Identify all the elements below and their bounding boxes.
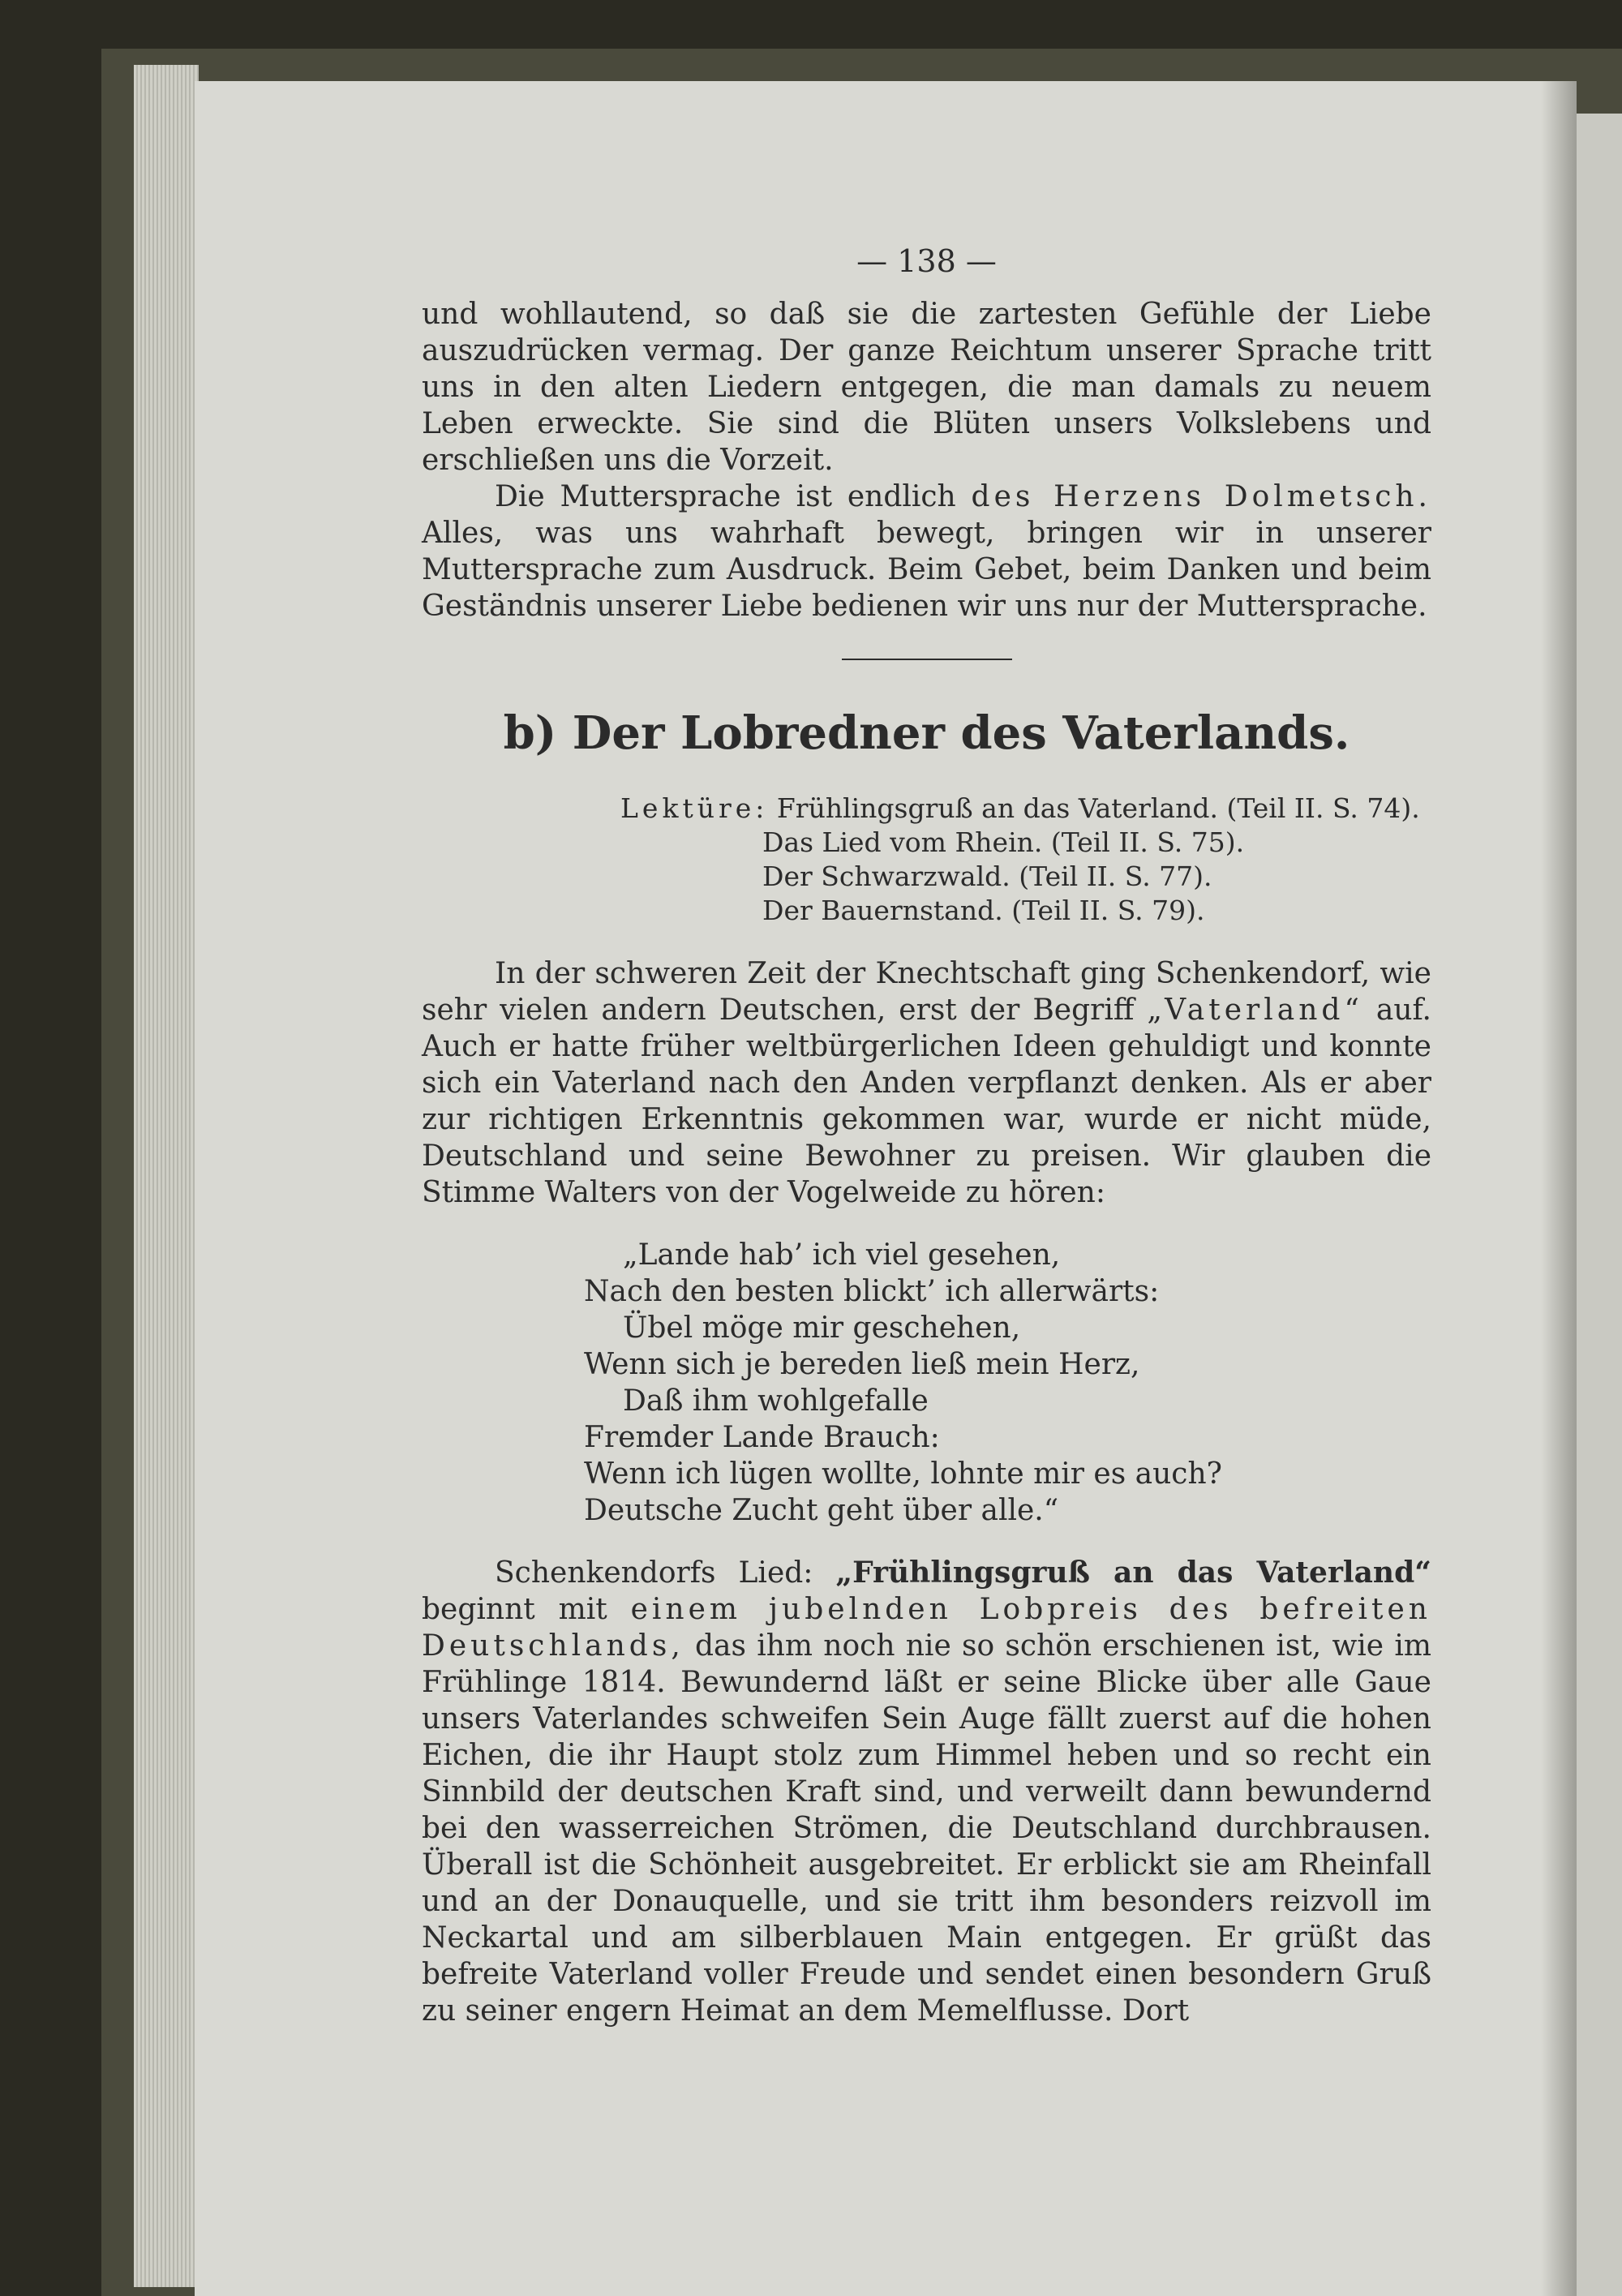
spaced-emphasis: des Herzens Dolmetsch. [971, 480, 1431, 513]
poem-line: Daß ihm wohlgefalle [623, 1384, 929, 1418]
poem-quote [584, 1237, 1431, 1529]
poem-line: Wenn sich je bereden ließ mein Herz, [584, 1348, 1140, 1381]
page-content [422, 243, 1431, 2029]
body-paragraph-1 [422, 955, 1431, 1211]
text-run: Schenkendorfs Lied: [495, 1556, 836, 1590]
text-run: Die Muttersprache ist endlich [495, 480, 972, 513]
poem-line: Wenn ich lügen wollte, lohnte mir es auch? [584, 1457, 1222, 1491]
section-heading: b) Der Lobredner des Vaterlands. [503, 706, 1350, 760]
page-gutter-shadow [1541, 81, 1577, 2296]
intro-paragraph-1: und wohllautend, so daß sie die zartesten Gefühle der Liebe auszudrücken vermag. Der ganze Reichtum unserer Sprache tritt uns in den alten Liedern entgegen, die man damals zu neuem Leben erweckte. Sie sind die Blüten unsers Volkslebens und erschließen uns die Vorzeit. [422, 298, 1431, 477]
text-run: beginnt mit [422, 1593, 631, 1626]
poem-line: Nach den besten blickt’ ich allerwärts: [584, 1275, 1160, 1308]
section-divider [842, 659, 1012, 660]
spaced-emphasis: einem jubelnden Lobpreis des befreiten Deutschlands, [422, 1593, 1431, 1663]
text-run: das ihm noch nie so schön erschienen ist, wie im Frühlinge 1814. Bewundernd läßt er seine Blicke über alle Gaue unsers Vaterlandes schweifen Sein Auge fällt zuerst auf die hohen Eichen, die ihr Haupt stolz zum Himmel heben und so recht ein Sinnbild der deutschen Kraft sind, und verweilt dann bewundernd bei den wasserreichen Strömen, die Deutschland durchbrausen. Überall ist die Schönheit ausgebreitet. Er erblickt sie am Rheinfall und an der Donauquelle, und sie tritt ihm besonders reizvoll im Neckartal und am silberblauen Main entgegen. Er grüßt das befreite Vaterland voller Freude und sendet einen besondern Gruß zu seiner engern Heimat an dem Memelflusse. Dort [422, 1629, 1431, 2028]
poem-line: Übel möge mir geschehen, [623, 1311, 1021, 1345]
facing-page-edge [1573, 114, 1622, 2296]
reading-item: Der Schwarzwald. (Teil II. S. 77). [762, 860, 1212, 892]
song-title: „Frühlingsgruß an das Vaterland“ [835, 1556, 1431, 1590]
text-run: In der schweren Zeit der Knechtschaft ging Schenkendorf, wie sehr vielen andern Deutschen, erst der Begriff [422, 957, 1431, 1027]
reading-item: Der Bauernstand. (Teil II. S. 79). [762, 895, 1205, 926]
reading-item: Das Lied vom Rhein. (Teil II. S. 75). [762, 826, 1245, 858]
poem-line: Deutsche Zucht geht über alle.“ [584, 1494, 1059, 1527]
reading-list [620, 792, 1431, 928]
spaced-emphasis: „Vaterland“ [1147, 994, 1363, 1027]
intro-paragraph-2 [422, 479, 1431, 624]
page-edges [134, 65, 199, 2287]
poem-line: „Lande hab’ ich viel gesehen, [623, 1238, 1061, 1272]
page-number: — 138 — [856, 243, 997, 279]
text-run: Alles, was uns wahrhaft bewegt, bringen wir in unserer Muttersprache zum Ausdruck. Beim Gebet, beim Danken und beim Geständnis unserer Liebe bedienen wir uns nur der Muttersprache. [422, 517, 1431, 623]
reading-item [620, 792, 1431, 826]
reading-label: Lektüre: [620, 792, 769, 824]
reading-entry: Frühlingsgruß an das Vaterland. (Teil II. S. 74). [776, 792, 1420, 824]
body-paragraph-2 [422, 1555, 1431, 2029]
text-run: auf. Auch er hatte früher weltbürgerlichen Ideen gehuldigt und konnte sich ein Vaterland nach den Anden verpflanzt denken. Als er aber zur richtigen Erkenntnis gekommen war, wurde er nicht müde, Deutschland und seine Bewohner zu preisen. Wir glauben die Stimme Walters von der Vogelweide zu hören: [422, 994, 1431, 1209]
poem-line: Fremder Lande Brauch: [584, 1421, 940, 1454]
